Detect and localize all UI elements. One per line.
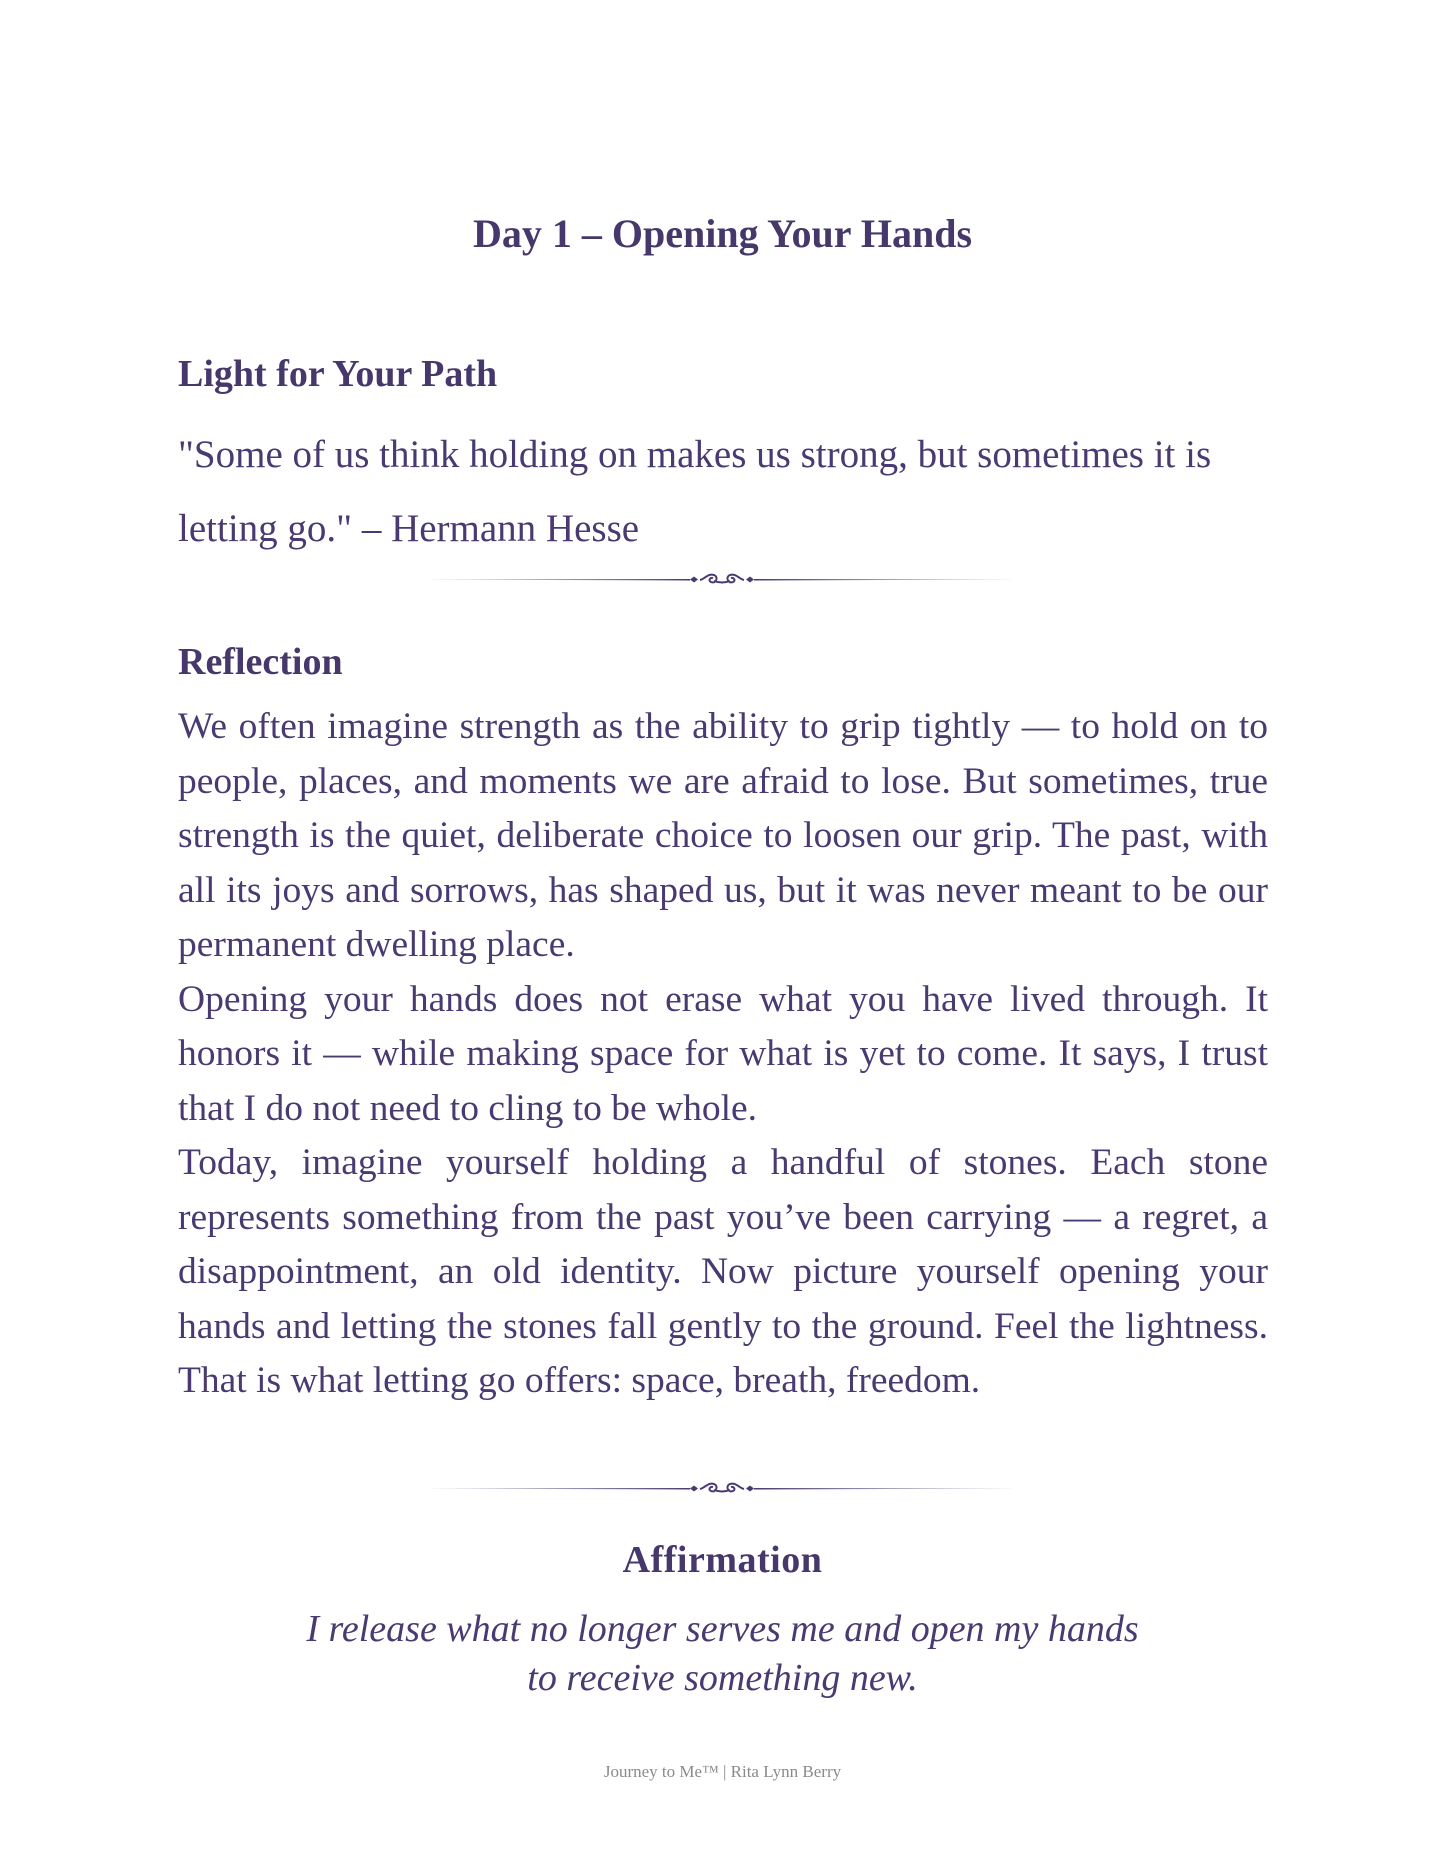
page-footer: Journey to Me™ | Rita Lynn Berry (603, 1762, 842, 1781)
quote-line-2: letting go." – Hermann Hesse (178, 507, 640, 550)
reflection-heading: Reflection (178, 641, 343, 683)
affirmation-line-2: to receive something new. (527, 1657, 918, 1699)
flourish-divider-icon (432, 1476, 1012, 1500)
light-for-your-path-heading: Light for Your Path (178, 353, 498, 395)
flourish-divider-icon (432, 567, 1012, 591)
affirmation-heading: Affirmation (622, 1539, 823, 1581)
reflection-paragraph-2: Opening your hands does not erase what you have lived through. It honors it — while making space for what is yet to come. It says, I trust that I do not need to cling to be whole. (178, 978, 1268, 1129)
reflection-body (178, 700, 1268, 1409)
reflection-paragraph-3: Today, imagine yourself holding a handful of stones. Each stone represents something from the past you’ve been carrying — a regret, a disappointment, an old identity. Now picture yourself opening your hands and letting the stones fall gently to the ground. Feel the lightness. That is what letting go offers: space, breath, freedom. (178, 1142, 1268, 1401)
affirmation-line-1: I release what no longer serves me and open my hands (306, 1608, 1139, 1650)
affirmation-text (0, 1605, 1445, 1703)
reflection-paragraph-1: We often imagine strength as the ability to grip tightly — to hold on to people, places, and moments we are afraid to lose. But sometimes, true strength is the quiet, deliberate choice to loosen our grip. The past, with all its joys and sorrows, has shaped us, but it was never meant to be our permanent dwelling place. (178, 706, 1268, 965)
page-title: Day 1 – Opening Your Hands (472, 211, 973, 256)
ornamental-divider-2 (432, 1476, 1012, 1500)
ornamental-divider-1 (432, 567, 1012, 591)
hesse-quote (178, 418, 1268, 566)
quote-line-1: "Some of us think holding on makes us strong, but sometimes it is (178, 433, 1212, 476)
